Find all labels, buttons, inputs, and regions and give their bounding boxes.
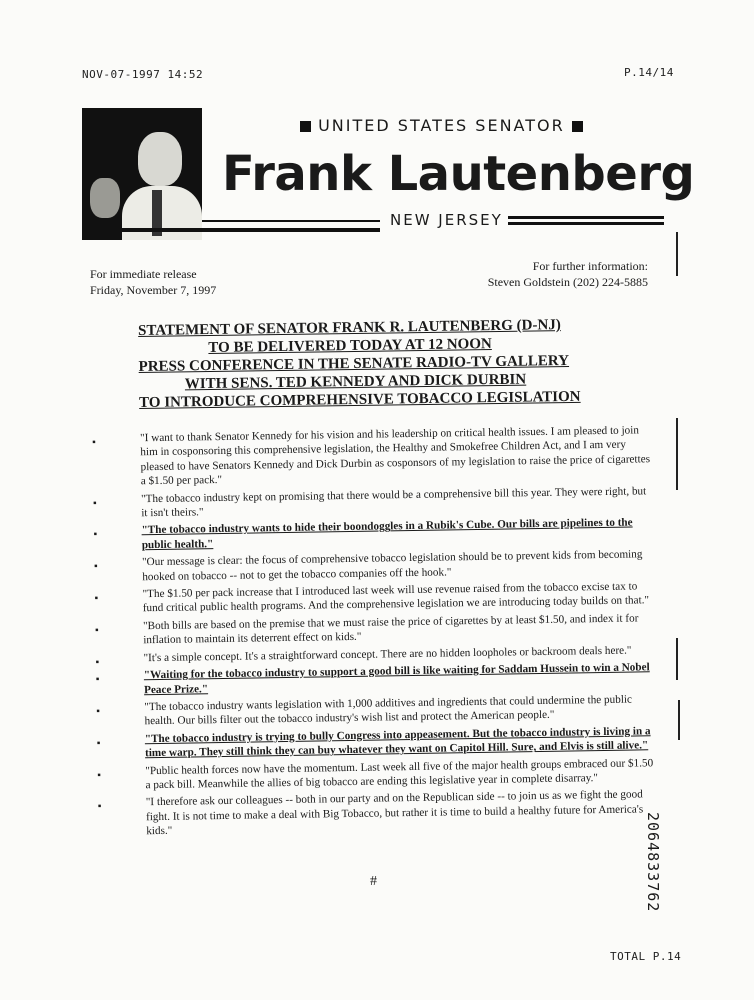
senator-photo: [82, 108, 202, 240]
letterhead-rule: [508, 222, 664, 225]
list-item: ▪ "Both bills are based on the premise that we must raise the price of cigarettes by at least $1.50, and index it for inflation to maintain its deterrent effect on kids.": [95, 611, 655, 649]
margin-mark: [676, 232, 678, 276]
letterhead-rule: [82, 228, 380, 232]
letterhead-rule: [508, 216, 664, 219]
list-item: ▪ "The tobacco industry kept on promising that there would be a comprehensive bill this year. They were right, but it isn't theirs.": [93, 484, 653, 522]
list-item: ▪ "I want to thank Senator Kennedy for his vision and his leadership on critical health issues. I am pleased to join him in cosponsoring this comprehensive legislation, the Healthy and Smokefree Children Act, and I am very pleased to have Senators Kennedy and Dick Durbin as cosponsors of my legislation to raise the price of cigarettes a $1.50 per pack.": [92, 423, 653, 489]
quote-list: [92, 423, 658, 842]
margin-mark: [678, 700, 680, 740]
margin-mark: [676, 638, 678, 680]
fax-timestamp: NOV-07-1997 14:52: [82, 68, 204, 81]
release-info: For immediate release Friday, November 7, 1997: [90, 267, 217, 297]
list-item: ▪ "The $1.50 per pack increase that I introduced last week will use revenue raised from the tobacco excise tax to fund critical public health programs. And the comprehensive legislation we are introducing today builds on that.": [94, 579, 654, 617]
fax-total-pages: TOTAL P.14: [610, 950, 682, 963]
list-item: ▪ "I therefore ask our colleagues -- both in our party and on the Republican side -- to join us as we fight the good fight. It is not time to make a deal with Big Tobacco, but rather it is time to build a healthy future for America's kids.": [98, 788, 659, 840]
square-bullet-icon: [300, 121, 311, 132]
senator-name: Frank Lautenberg: [222, 146, 695, 202]
state-label: NEW JERSEY: [390, 211, 503, 229]
document-number: 2064833762: [644, 812, 662, 913]
contact-info: For further information: Steven Goldstein (202) 224-5885: [487, 259, 648, 289]
senator-title: UNITED STATES SENATOR: [300, 116, 583, 135]
list-item: ▪ "Our message is clear: the focus of comprehensive tobacco legislation should be to prevent kids from becoming hooked on tobacco -- not to get the tobacco companies off the hook.": [94, 547, 654, 585]
margin-mark: [676, 418, 678, 490]
list-item: ▪ "The tobacco industry wants legislation with 1,000 additives and ingredients that could undermine the public health. Our bills filter out the tobacco industry's wish list and protect the American people.": [96, 692, 656, 730]
letterhead-rule: [202, 220, 380, 222]
list-item: ▪ "Public health forces now have the momentum. Last week all five of the major health groups embraced our $1.50 a pack bill. Meanwhile the allies of big tobacco are ending this legislative year in complete disarray.": [97, 756, 657, 794]
end-mark: #: [370, 874, 377, 889]
fax-page-number: P.14/14: [624, 66, 674, 79]
list-item: ▪ "The tobacco industry is trying to bully Congress into appeasement. But the tobacco industry is living in a time warp. They still think they can buy whatever they want on Capitol Hill. Sure, and Elvis is still alive.": [97, 724, 657, 762]
statement-title: STATEMENT OF SENATOR FRANK R. LAUTENBERG (D-NJ) TO BE DELIVERED TODAY AT 12 NOON PRESS CONFERENCE IN THE SENATE RADIO-TV GALLERY WITH SENS. TED KENNEDY AND DICK DURBIN TO INTRODUCE COMPREHENSIVE TOBACCO LEGISLATION: [138, 317, 581, 411]
list-item: ▪ "Waiting for the tobacco industry to support a good bill is like waiting for Saddam Hussein to win a Nobel Peace Prize.": [96, 660, 656, 698]
list-item: ▪ "It's a simple concept. It's a straightforward concept. There are no hidden loopholes or backroom deals here.": [95, 643, 655, 666]
list-item: ▪ "The tobacco industry wants to hide their boondoggles in a Rubik's Cube. Our bills are pipelines to the public health.": [93, 516, 653, 554]
square-bullet-icon: [572, 121, 583, 132]
